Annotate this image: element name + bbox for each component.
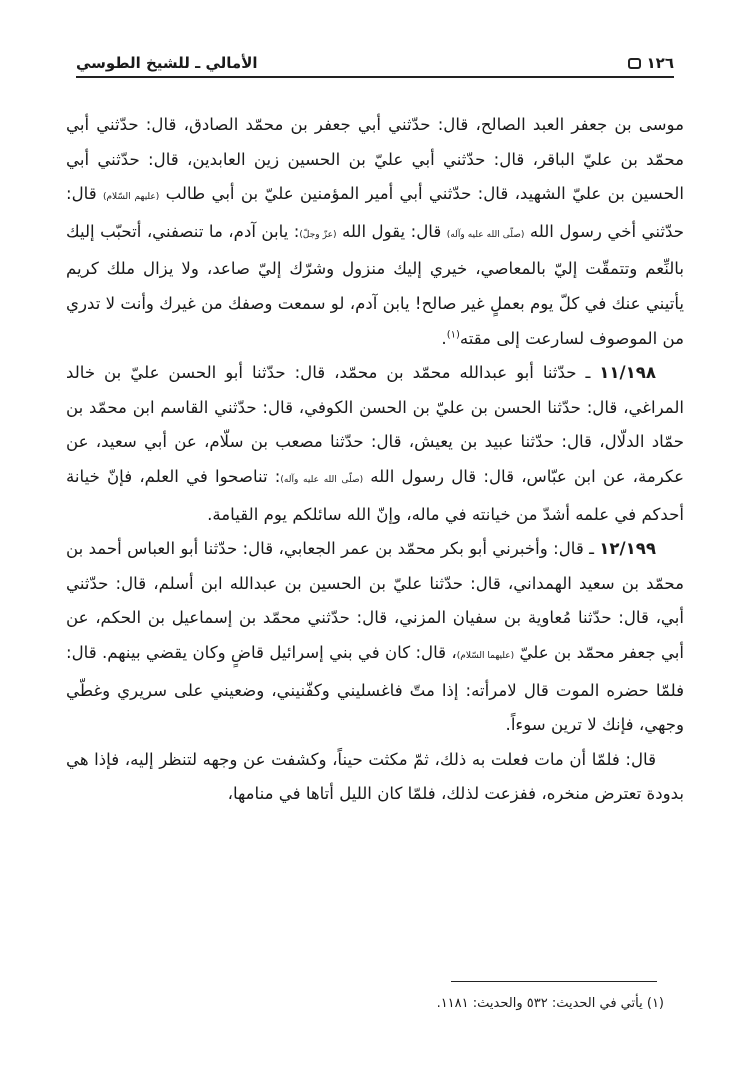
paragraph-2 xyxy=(66,356,684,532)
footnote-reference[interactable]: (١) xyxy=(446,329,460,341)
running-header xyxy=(76,48,674,78)
p2-honorific-1: (صلّى الله عليه وآله) xyxy=(280,474,364,485)
hadith-number-199: ١٢/١٩٩ xyxy=(599,539,656,559)
p1-text-d: : يابن آدم، ما تنصفني، أتحبّب إليك بالنِّعم وتتمقّت إليّ بالمعاصي، خيري إليك منزول وشرّك إليّ صاعد، ولا يزال ملك كريم يأتيني عنك في كلّ يوم بعملٍ غير صالح! يابن آدم، لو سمعت وصفك من غيرك وأنت لا تدري من الموصوف لسارعت إلى مقته xyxy=(66,221,684,348)
paragraph-3 xyxy=(66,532,684,743)
p1-end: . xyxy=(441,328,447,348)
page-number-group xyxy=(628,54,674,72)
page-number: ١٢٦ xyxy=(646,54,674,72)
p1-text-b: قال: حدّثني أخي رسول الله xyxy=(66,184,684,241)
footnote-divider xyxy=(451,981,657,982)
p1-honorific-1: (عليهم السّلام) xyxy=(102,192,160,203)
page-body xyxy=(66,108,684,812)
book-title: الأمالي ـ للشيخ الطوسي xyxy=(76,54,258,72)
p2-text-a: ـ حدّثنا أبو عبدالله محمّد بن محمّد، قال: حدّثنا أبو الحسن عليّ بن خالد المراغي، قال: حدّثنا الحسن بن عليّ بن الحسن الكوفي، قال: حدّثني القاسم ابن محمّد بن حمّاد الدلّال، قال: حدّثنا عبيد بن يعيش، قال: حدّثنا مصعب بن سلّام، عن أبي سعيد، عن عكرمة، عن ابن عبّاس، قال: قال رسول الله xyxy=(66,363,684,486)
p3-text-a: ـ قال: وأخبرني أبو بكر محمّد بن عمر الجعابي، قال: حدّثنا أبو العباس أحمد بن محمّد بن سعيد الهمداني، قال: حدّثنا عليّ بن الحسين بن عبدالله ابن أسلم، قال: حدّثني أبي، قال: حدّثنا مُعاوية بن سفيان المزني، قال: حدّثني محمّد بن إسماعيل بن الحكم، عن أبي جعفر محمّد بن عليّ xyxy=(66,539,685,662)
p1-honorific-3: (عزّ وجلّ) xyxy=(299,229,337,240)
square-bullet-icon xyxy=(628,58,641,69)
p3-honorific-1: (عليهما السّلام) xyxy=(456,650,515,661)
p1-honorific-2: (صلّى الله عليه وآله) xyxy=(446,229,525,240)
paragraph-4: قال: فلمّا أن مات فعلت به ذلك، ثمّ مكثت حيناً، وكشفت عن وجهه لتنظر إليه، فإذا هي بدودة تعترض منخره، ففزعت لذلك، فلمّا كان الليل أتاها في منامها، xyxy=(66,749,684,804)
hadith-number-198: ١١/١٩٨ xyxy=(599,363,656,383)
p2-text-b: : تناصحوا في العلم، فإنّ خيانة أحدكم في علمه أشدّ من خيانته في ماله، وإنّ الله سائلكم يوم القيامة. xyxy=(66,466,684,524)
p1-text-c: قال: يقول الله xyxy=(336,221,447,241)
p1-text-a: موسى بن جعفر العبد الصالح، قال: حدّثني أبي جعفر بن محمّد الصادق، قال: حدّثني أبي محمّد بن عليّ الباقر، قال: حدّثني أبي عليّ بن الحسين زين العابدين، قال: حدّثني أبي الحسين بن عليّ الشهيد، قال: حدّثني أبي أمير المؤمنين عليّ بن أبي طالب xyxy=(66,115,684,204)
paragraph-1 xyxy=(66,108,684,356)
p3-text-b: ، قال: كان في بني إسرائيل قاضٍ وكان يقضي بينهم. قال: فلمّا حضره الموت قال لامرأته: إذا متّ فاغسليني وكفّنيني، وضعيني على سريري وغطّي وجهي، فإنك لا ترين سوءاً. xyxy=(66,642,684,735)
footnote: (١) يأتي في الحديث: ٥٣٢ والحديث: ١١٨١. xyxy=(436,996,664,1011)
